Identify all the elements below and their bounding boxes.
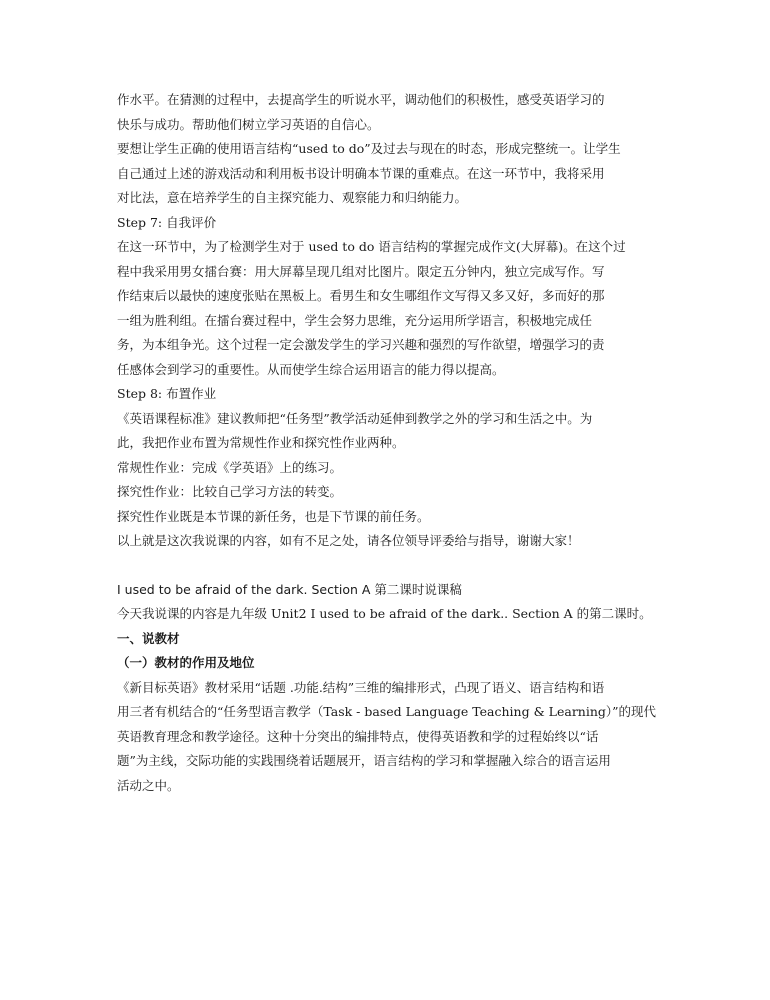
text-line: 任感体会到学习的重要性。从而使学生综合运用语言的能力得以提高。 [117,361,505,377]
subheading-role-position: （一）教材的作用及地位 [117,655,255,670]
text-line: 对比法，意在培养学生的自主探究能力、观察能力和归纳能力。 [117,190,468,205]
text-line: 常规性作业：完成《学英语》上的练习。 [117,459,343,475]
paragraph-block-2 [117,602,662,627]
text-line: 以上就是这次我说课的内容，如有不足之处，请各位领导评委给与指导，谢谢大家！ [117,533,580,548]
text-line: 要想让学生正确的使用语言结构“used to do”及过去与现在的时态，形成完整统一。让学生 [117,141,621,156]
text-line: 一组为胜利组。在擂台赛过程中，学生会努力思维，充分运用所学语言，积极地完成任 [117,312,593,328]
text-line: 自己通过上述的游戏活动和利用板书设计明确本节课的重难点。在这一环节中，我将采用 [117,165,605,181]
text-line: 题”为主线，交际功能的实践围绕着话题展开，语言结构的学习和掌握融入综合的语言运用 [117,753,611,768]
paragraph-block-1 [117,88,662,554]
text-line: 用三者有机结合的“任务型语言教学（Task - based Language Teaching & Learning）”的现代 [117,704,657,719]
text-line: 英语教育理念和教学途径。这种十分突出的编排特点，使得英语教和学的过程始终以“话 [117,728,599,744]
heading-textbook: 一、说教材 [117,630,180,646]
text-line: 在这一环节中，为了检测学生对于 used to do 语言结构的掌握完成作文(大屏幕)。在这个过 [117,239,626,254]
text-line: 探究性作业既是本节课的新任务，也是下节课的前任务。 [117,508,430,524]
text-line: 作结束后以最快的速度张贴在黑板上。看男生和女生哪组作文写得又多又好，多而好的那 [117,288,605,303]
text-line: 此，我把作业布置为常规性作业和探究性作业两种。 [117,435,405,450]
text-line: 《英语课程标准》建议教师把“任务型”教学活动延伸到教学之外的学习和生活之中。为 [117,410,593,426]
paragraph-block-3 [117,676,662,799]
text-line: 快乐与成功。帮助他们树立学习英语的自信心。 [117,116,380,132]
text-line: 活动之中。 [117,777,180,793]
text-line: 作水平。在猜测的过程中，去提高学生的听说水平，调动他们的积极性，感受英语学习的 [117,92,605,107]
text-line: 探究性作业：比较自己学习方法的转变。 [117,484,343,499]
section-title: I used to be afraid of the dark. Section A 第二课时说课稿 [117,581,462,597]
text-line: 程中我采用男女擂台赛：用大屏幕呈现几组对比图片。限定五分钟内，独立完成写作。写 [117,263,605,279]
step-7-heading: Step 7: 自我评价 [117,214,217,230]
text-line: 务，为本组争光。这个过程一定会激发学生的学习兴趣和强烈的写作欲望，增强学习的责 [117,337,605,352]
document-page [117,88,662,798]
text-line: 《新目标英语》教材采用“话题 .功能.结构”三维的编排形式，凸现了语义、语言结构和语 [117,679,605,695]
step-8-heading: Step 8: 布置作业 [117,386,217,401]
text-line: 今天我说课的内容是九年级 Unit2 I used to be afraid of the dark.. Section A 的第二课时。 [117,606,652,621]
